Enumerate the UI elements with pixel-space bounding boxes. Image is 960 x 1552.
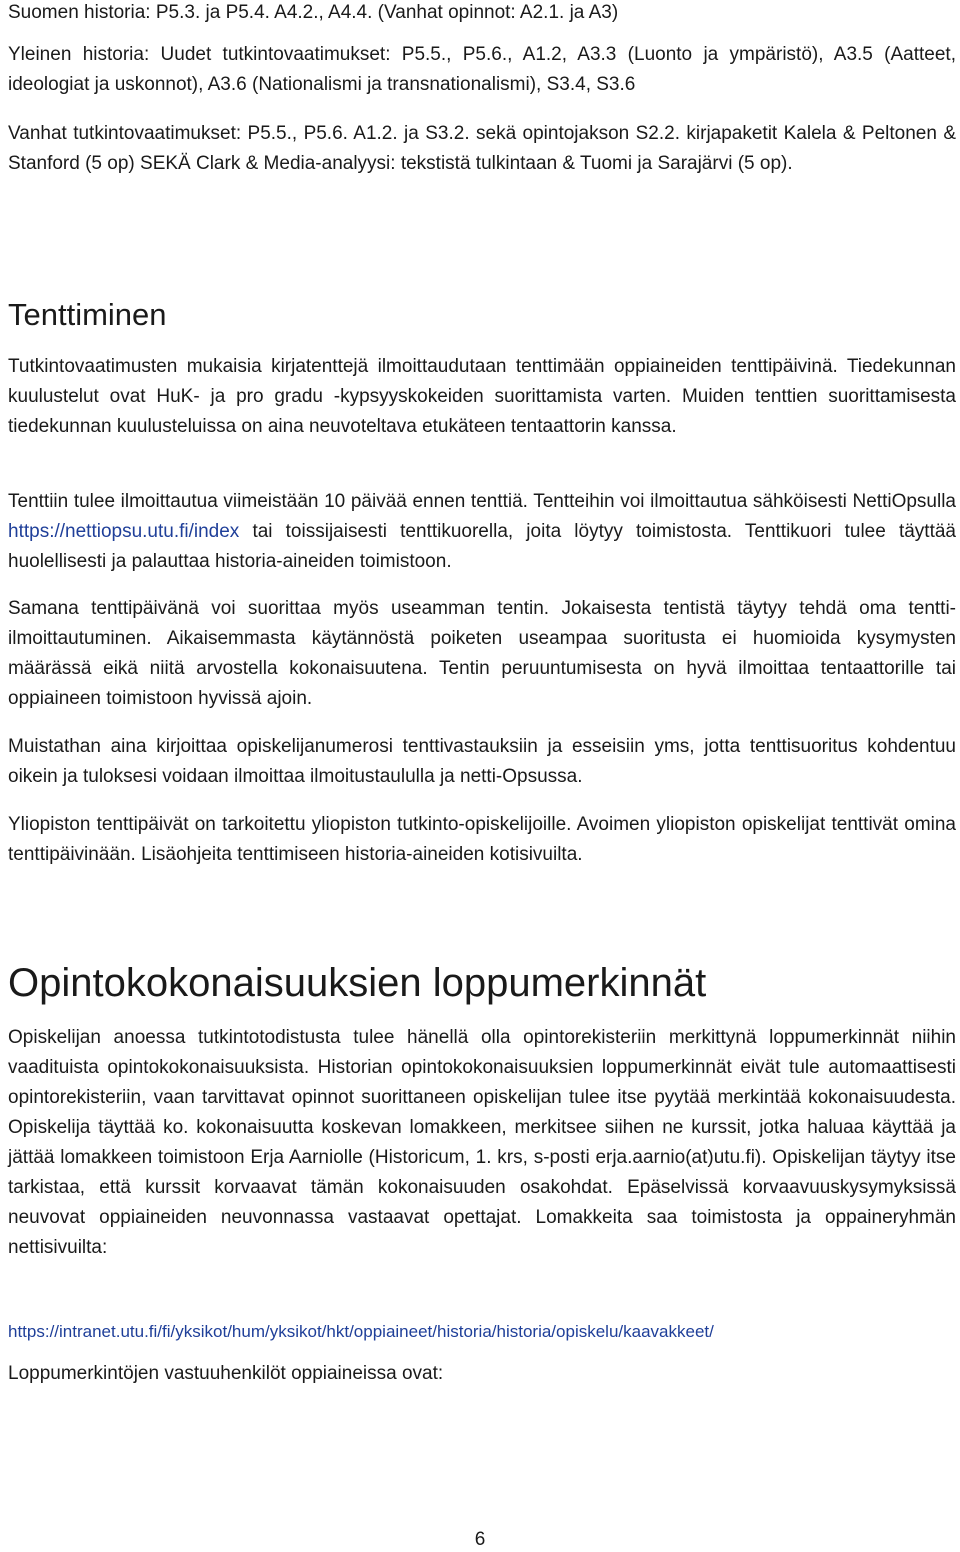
- tenttiminen-paragraph-3: Samana tenttipäivänä voi suorittaa myös useamman tentin. Jokaisesta tentistä täytyy tehdä oma tentti-ilmoittautuminen. Aikaisemmasta käytännöstä poiketen useampaa suoritusta ei huomioida kysymysten määrässä eikä niitä arvostella kokonaisuutena. Tentin peruuntumisesta on hyvä ilmoittaa tentaattorille tai oppiaineen toimistoon hyvissä ajoin.: [8, 598, 956, 709]
- tenttiminen-paragraph-1: Tutkintovaatimusten mukaisia kirjatenttejä ilmoittaudutaan tenttimään oppiaineiden tenttipäivinä. Tiedekunnan kuulustelut ovat HuK- ja pro gradu -kypsyyskokeiden suorittamista varten. Muiden tenttien suorittamisesta tiedekunnan kuulusteluissa on aina neuvoteltava etukäteen tentaattorin kanssa.: [8, 356, 956, 437]
- heading-opintokokonaisuuksien-loppumerkinnat: Opintokokonaisuuksien loppumerkinnät: [8, 961, 707, 1005]
- tenttiminen-paragraph-2-text-b: tai toissijaisesti tenttikuorella, joita löytyy toimistosta. Tenttikuori tulee täyttää huolellisesti ja palauttaa historia-aineiden toimistoon.: [8, 521, 956, 572]
- tenttiminen-paragraph-5: Yliopiston tenttipäivät on tarkoitettu yliopiston tutkinto-opiskelijoille. Avoimen yliopiston opiskelijat tenttivät omina tenttipäivinään. Lisäohjeita tenttimiseen historia-aineiden kotisivuilta.: [8, 814, 956, 865]
- loppumerkinnat-paragraph-1: Opiskelijan anoessa tutkintotodistusta tulee hänellä olla opintorekisteriin merkittynä loppumerkinnät niihin vaadituista opintokokonaisuuksista. Historian opintokokonaisuuksien loppumerkinnät eivät tule automaattisesti opintorekisteriin, vaan tarvittavat opinnot suorittaneen opiskelijan tulee itse pyytää merkintää kokonaisuudesta. Opiskelija täyttää ko. kokonaisuutta koskevan lomakkeen, merkitsee siihen ne kurssit, jotka haluaa käyttää ja jättää lomakkeen toimistoon Erja Aarniolle (Historicum, 1. krs, s-posti erja.aarnio(at)utu.fi). Opiskelijan täytyy itse tarkistaa, että kurssit korvaavat tämän kokonaisuuden osakohdat. Epäselvissä korvaavuuskysymyksissä neuvovat oppiaineiden neuvonnassa vastaavat opettajat. Lomakkeita saa toimistosta ja oppaineryhmän nettisivuilta:: [8, 1027, 956, 1258]
- intro-yleinen-historia: Yleinen historia: Uudet tutkintovaatimukset: P5.5., P5.6., A1.2, A3.3 (Luonto ja ympäristö), A3.5 (Aatteet, ideologiat ja uskonnot), A3.6 (Nationalismi ja transnationalismi), S3.4, S3.6: [8, 44, 956, 95]
- tenttiminen-paragraph-4: Muistathan aina kirjoittaa opiskelijanumerosi tenttivastauksiin ja esseisiin yms, jotta tenttisuoritus kohdentuu oikein ja tuloksesi voidaan ilmoittaa ilmoitustaululla ja netti-Opsussa.: [8, 736, 956, 787]
- tenttiminen-paragraph-2-text-a: Tenttiin tulee ilmoittautua viimeistään 10 päivää ennen tenttiä. Tentteihin voi ilmoittautua sähköisesti NettiOpsulla: [8, 491, 956, 512]
- heading-tenttiminen: Tenttiminen: [8, 297, 167, 332]
- tenttiminen-paragraph-2: [8, 487, 956, 577]
- intro-suomen-historia: Suomen historia: P5.3. ja P5.4. A4.2., A4.4. (Vanhat opinnot: A2.1. ja A3): [8, 2, 619, 23]
- loppumerkinnat-link-paragraph: [8, 1317, 956, 1347]
- intro-vanhat-tutkintovaatimukset: Vanhat tutkintovaatimukset: P5.5., P5.6. A1.2. ja S3.2. sekä opintojakson S2.2. kirjapaketit Kalela & Peltonen & Stanford (5 op) SEKÄ Clark & Media-analyysi: tekstistä tulkintaan & Tuomi ja Sarajärvi (5 op).: [8, 123, 956, 174]
- loppumerkinnat-paragraph-2: Loppumerkintöjen vastuuhenkilöt oppiaineissa ovat:: [8, 1363, 444, 1384]
- kaavakkeet-link[interactable]: https://intranet.utu.fi/fi/yksikot/hum/yksikot/hkt/oppiaineet/historia/historia/opiskelu/kaavakkeet/: [8, 1322, 714, 1341]
- page-number: 6: [474, 1529, 486, 1550]
- nettiopsu-link[interactable]: https://nettiopsu.utu.fi/index: [8, 521, 240, 542]
